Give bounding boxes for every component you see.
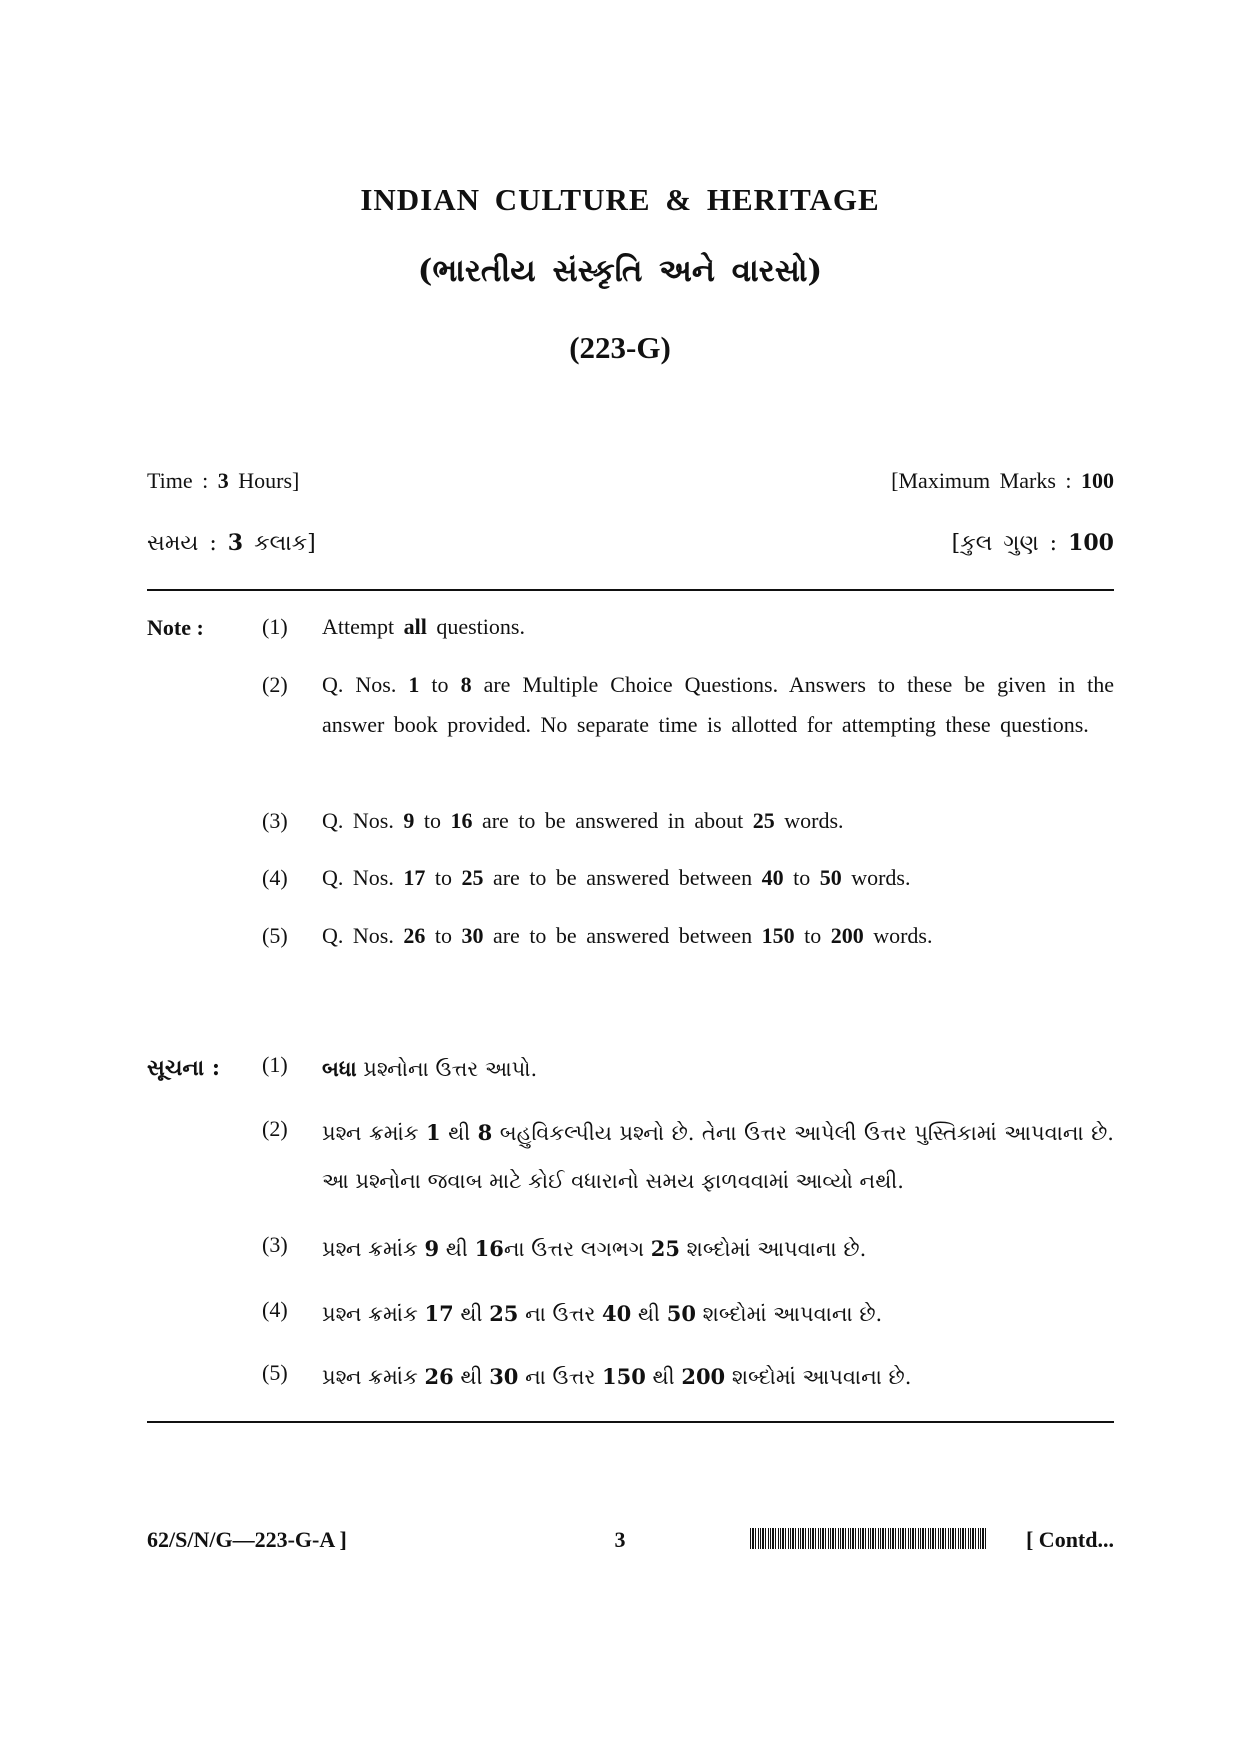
note-item xyxy=(262,665,1114,745)
note-item-number: (2) xyxy=(262,672,288,697)
footer-paper-code: 62/S/N/G—223-G-A ] xyxy=(147,1527,347,1552)
note-item-number: (3) xyxy=(262,808,288,833)
time-value-gujarati: 3 xyxy=(227,530,244,556)
suchna-item-number: (1) xyxy=(262,1052,288,1077)
time-value: 3 xyxy=(217,468,229,493)
suchna-item-number: (2) xyxy=(262,1116,288,1141)
note-heading: Note : xyxy=(147,615,204,640)
time-unit-gujarati: કલાક] xyxy=(254,531,316,556)
note-item xyxy=(262,916,1114,956)
footer-contd: [ Contd... xyxy=(1025,1527,1114,1552)
time-info-gujarati xyxy=(147,530,316,556)
marks-value-gujarati: 100 xyxy=(1068,530,1114,556)
suchna-item xyxy=(262,1109,1114,1205)
suchna-heading: સૂચના : xyxy=(147,1055,220,1081)
note-item-number: (5) xyxy=(262,923,288,948)
marks-label: [Maximum Marks : xyxy=(891,468,1072,493)
suchna-item xyxy=(262,1225,1114,1273)
time-label: Time : xyxy=(147,468,209,493)
suchna-item-text: પ્રશ્ન ક્રમાંક 17 થી 25 ના ઉત્તર 40 થી 50 શબ્દોમાં આપવાના છે. xyxy=(322,1301,883,1326)
time-unit: Hours] xyxy=(238,468,300,493)
suchna-item-text: પ્રશ્ન ક્રમાંક 9 થી 16ના ઉત્તર લગભગ 25 શબ્દોમાં આપવાના છે. xyxy=(322,1236,867,1261)
time-label-gujarati: સમય : xyxy=(147,531,217,556)
note-item xyxy=(262,607,1114,647)
suchna-item xyxy=(262,1353,1114,1401)
suchna-item-text: પ્રશ્ન ક્રમાંક 1 થી 8 બહુવિકલ્પીય પ્રશ્નો છે. તેના ઉત્તર આપેલી ઉત્તર પુસ્તિકામાં આપવાના છે. આ પ્રશ્નોના જવાબ માટે કોઈ વધારાનો સમય ફાળવવામાં આવ્યો નથી. xyxy=(322,1120,1114,1193)
marks-value: 100 xyxy=(1081,468,1114,493)
note-item xyxy=(262,858,1114,898)
barcode-icon xyxy=(750,1528,988,1549)
note-item-text: Q. Nos. 1 to 8 are Multiple Choice Questions. Answers to these be given in the answer book provided. No separate time is allotted for attempting these questions. xyxy=(322,672,1114,737)
bottom-divider xyxy=(147,1421,1114,1423)
suchna-item-text: બધા પ્રશ્નોના ઉત્તર આપો. xyxy=(322,1056,538,1081)
note-item xyxy=(262,801,1114,841)
suchna-item-text: પ્રશ્ન ક્રમાંક 26 થી 30 ના ઉત્તર 150 થી 200 શબ્દોમાં આપવાના છે. xyxy=(322,1364,912,1389)
suchna-item xyxy=(262,1045,1114,1093)
note-item-number: (4) xyxy=(262,865,288,890)
footer-page-number: 3 xyxy=(614,1527,626,1552)
marks-info-gujarati xyxy=(952,530,1114,556)
suchna-item-number: (4) xyxy=(262,1297,288,1322)
note-item-text: Q. Nos. 26 to 30 are to be answered between 150 to 200 words. xyxy=(322,923,933,948)
marks-label-gujarati: [કુલ ગુણ : xyxy=(951,531,1058,556)
note-item-text: Attempt all questions. xyxy=(322,614,525,639)
time-marks-row-gujarati xyxy=(147,530,1114,556)
paper-code: (223-G) xyxy=(569,330,671,365)
note-item-number: (1) xyxy=(262,614,288,639)
top-divider xyxy=(147,589,1114,591)
suchna-item-number: (3) xyxy=(262,1232,288,1257)
marks-info xyxy=(891,468,1114,494)
note-item-text: Q. Nos. 9 to 16 are to be answered in about 25 words. xyxy=(322,808,844,833)
time-marks-row xyxy=(147,468,1114,494)
note-item-text: Q. Nos. 17 to 25 are to be answered between 40 to 50 words. xyxy=(322,865,911,890)
suchna-item xyxy=(262,1290,1114,1338)
time-info xyxy=(147,468,299,494)
suchna-item-number: (5) xyxy=(262,1360,288,1385)
paper-subtitle-gujarati: (ભારતીય સંસ્કૃતિ અને વારસો) xyxy=(417,253,823,289)
paper-title: INDIAN CULTURE & HERITAGE xyxy=(360,182,880,217)
